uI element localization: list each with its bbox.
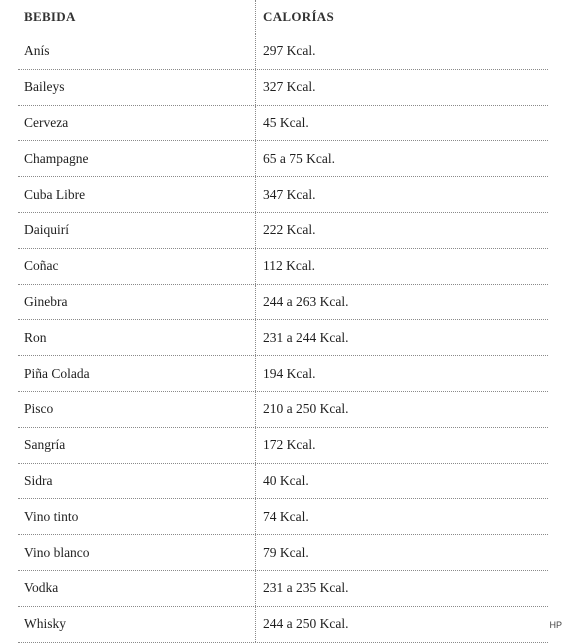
calorie-table bbox=[18, 0, 548, 643]
drink-name-cell: Vino tinto bbox=[18, 499, 256, 534]
table-row bbox=[18, 571, 548, 607]
drink-name-cell: Whisky bbox=[18, 607, 256, 642]
table-row bbox=[18, 141, 548, 177]
table-body bbox=[18, 34, 548, 643]
drink-name-cell: Champagne bbox=[18, 141, 256, 176]
table-row bbox=[18, 213, 548, 249]
drink-name-cell: Coñac bbox=[18, 249, 256, 284]
table-row bbox=[18, 607, 548, 643]
drink-name-cell: Ron bbox=[18, 320, 256, 355]
header-bebida: BEBIDA bbox=[18, 0, 256, 34]
table-row bbox=[18, 499, 548, 535]
calories-cell: 347 Kcal. bbox=[263, 186, 316, 202]
drink-name-cell: Cerveza bbox=[18, 106, 256, 141]
calories-cell: 244 a 263 Kcal. bbox=[263, 293, 349, 309]
drink-name-cell: Cuba Libre bbox=[18, 177, 256, 212]
drink-name-cell: Baileys bbox=[18, 70, 256, 105]
table-row bbox=[18, 70, 548, 106]
calories-cell: 79 Kcal. bbox=[263, 544, 309, 560]
header-calorias: CALORÍAS bbox=[263, 9, 335, 24]
drink-name-cell: Sidra bbox=[18, 464, 256, 499]
calories-cell: 112 Kcal. bbox=[263, 258, 315, 274]
table-row bbox=[18, 34, 548, 70]
calories-cell: 194 Kcal. bbox=[263, 365, 316, 381]
calories-cell: 222 Kcal. bbox=[263, 222, 316, 238]
drink-name-cell: Daiquirí bbox=[18, 213, 256, 248]
drink-name-cell: Sangría bbox=[18, 428, 256, 463]
drink-name-cell: Ginebra bbox=[18, 285, 256, 320]
calories-cell: 244 a 250 Kcal. bbox=[263, 616, 349, 632]
calories-cell: 297 Kcal. bbox=[263, 43, 316, 59]
calories-cell: 74 Kcal. bbox=[263, 508, 309, 524]
table-row bbox=[18, 285, 548, 321]
table-row bbox=[18, 428, 548, 464]
table-row bbox=[18, 464, 548, 500]
table-header-row bbox=[18, 0, 548, 34]
table-row bbox=[18, 106, 548, 142]
credit-label: HP bbox=[549, 620, 562, 630]
table-row bbox=[18, 535, 548, 571]
drink-name-cell: Piña Colada bbox=[18, 356, 256, 391]
calories-cell: 210 a 250 Kcal. bbox=[263, 401, 349, 417]
calories-cell: 327 Kcal. bbox=[263, 79, 316, 95]
calories-cell: 231 a 244 Kcal. bbox=[263, 329, 349, 345]
table-row bbox=[18, 249, 548, 285]
calories-cell: 231 a 235 Kcal. bbox=[263, 580, 349, 596]
drink-name-cell: Anís bbox=[18, 34, 256, 69]
table-row bbox=[18, 356, 548, 392]
drink-name-cell: Pisco bbox=[18, 392, 256, 427]
drink-name-cell: Vino blanco bbox=[18, 535, 256, 570]
calories-cell: 172 Kcal. bbox=[263, 437, 316, 453]
calories-cell: 65 a 75 Kcal. bbox=[263, 150, 335, 166]
table-row bbox=[18, 392, 548, 428]
drink-name-cell: Vodka bbox=[18, 571, 256, 606]
calories-cell: 40 Kcal. bbox=[263, 472, 309, 488]
calories-cell: 45 Kcal. bbox=[263, 114, 309, 130]
table-row bbox=[18, 320, 548, 356]
table-row bbox=[18, 177, 548, 213]
